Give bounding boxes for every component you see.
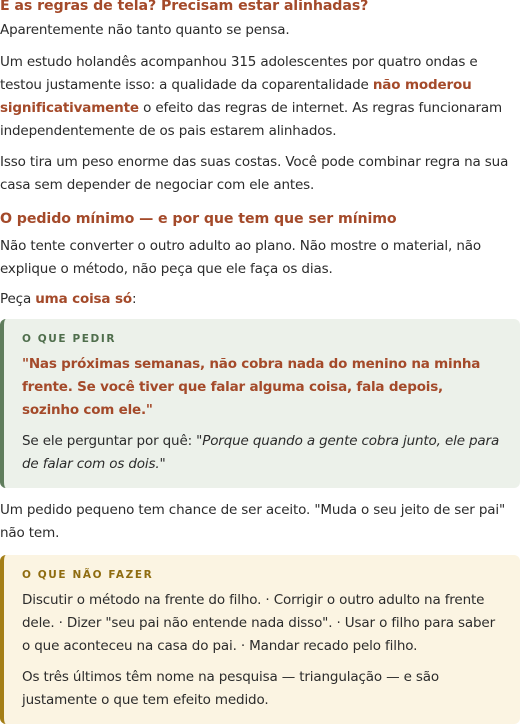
callout-what-not-to-do xyxy=(0,555,520,724)
ask-text-after: : xyxy=(131,291,137,307)
callout-what-to-ask xyxy=(0,319,520,488)
paragraph-dont-convert: Não tente converter o outro adulto ao plano. Não mostre o material, não explique o método, não peça que ele faça os dias. xyxy=(0,238,481,277)
callout-ask-label: O QUE PEDIR xyxy=(22,333,117,345)
followup-text-before: Se ele perguntar por quê: xyxy=(22,433,197,449)
paragraph-relief: Isso tira um peso enorme das suas costas. Você pode combinar regra na sua casa sem depender de negociar com ele antes. xyxy=(0,154,509,193)
paragraph-intro: Aparentemente não tanto quanto se pensa. xyxy=(0,22,290,38)
study-text-after: o efeito das regras de internet. As regras funcionaram independentemente de os pais estarem alinhados. xyxy=(0,100,502,139)
study-highlight: não moderou significativamente xyxy=(0,77,472,116)
ask-highlight: uma coisa só xyxy=(35,291,132,307)
callout-ask-followup xyxy=(22,430,504,476)
study-text-before: Um estudo holandês acompanhou 315 adolescentes por quatro ondas e testou justamente isso: a qualidade da coparentalidade xyxy=(0,54,478,93)
callout-avoid-triangulation: Os três últimos têm nome na pesquisa — triangulação — e são justamente o que tem efeito medido. xyxy=(22,669,440,708)
callout-avoid-list: Discutir o método na frente do filho. · Corrigir o outro adulto na frente dele. · Dizer "seu pai não entende nada disso". · Usar o filho para saber o que aconteceu na casa do pai. · Mandar recado pelo filho. xyxy=(22,592,495,654)
paragraph-ask-one-thing xyxy=(0,288,520,311)
section-heading-minimum-ask: O pedido mínimo — e por que tem que ser mínimo xyxy=(0,211,397,227)
paragraph-small-request: Um pedido pequeno tem chance de ser aceito. "Muda o seu jeito de ser pai" não tem. xyxy=(0,502,506,541)
ask-text-before: Peça xyxy=(0,291,36,307)
callout-ask-quote: "Nas próximas semanas, não cobra nada do menino na minha frente. Se você tiver que falar alguma coisa, fala depois, sozinho com ele." xyxy=(22,356,481,418)
followup-italic: "Porque quando a gente cobra junto, ele para de falar com os dois." xyxy=(22,433,500,472)
section-heading-screen-rules: E as regras de tela? Precisam estar alinhadas? xyxy=(0,0,369,14)
paragraph-study xyxy=(0,51,520,143)
callout-avoid-label: O QUE NÃO FAZER xyxy=(22,569,154,581)
